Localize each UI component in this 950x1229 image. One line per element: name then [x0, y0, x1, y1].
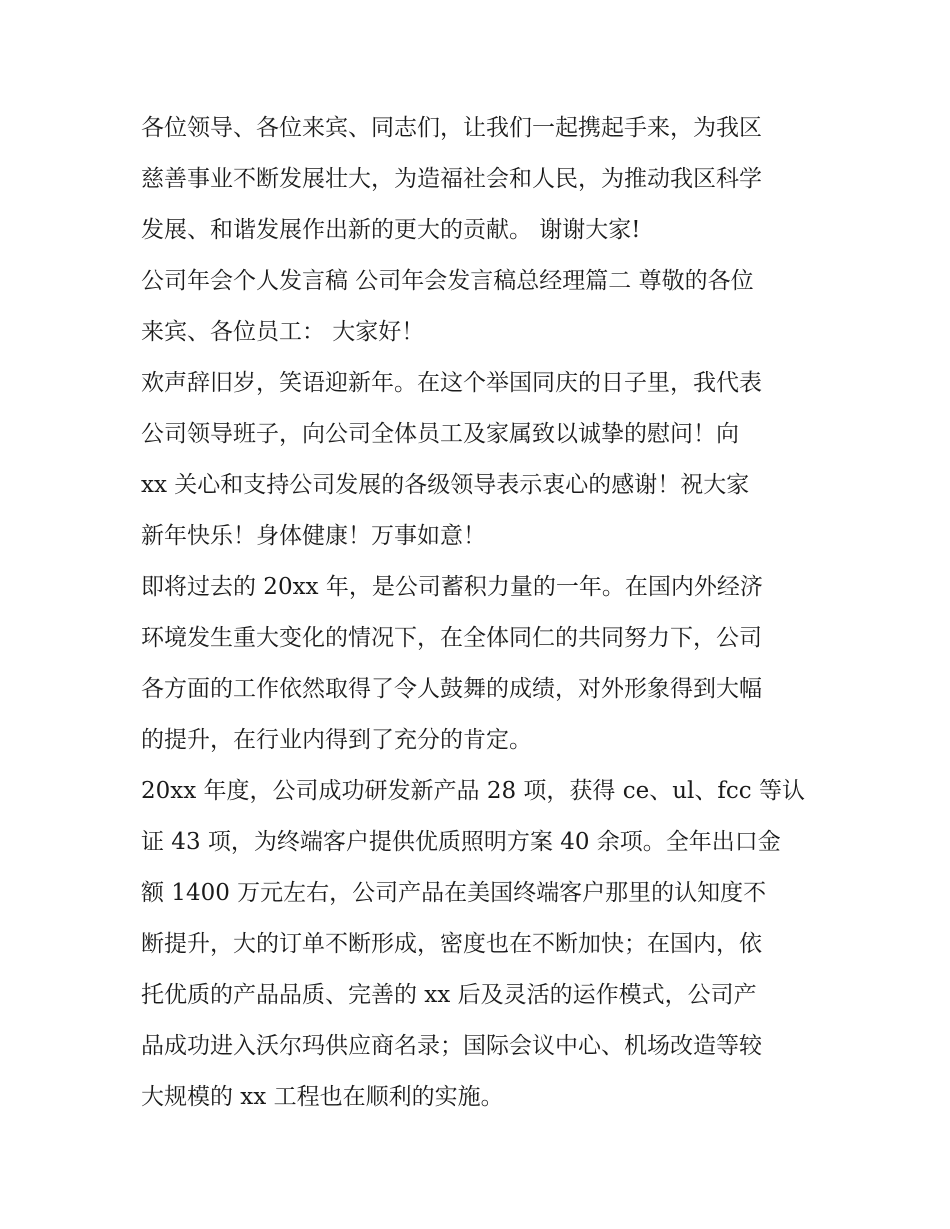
- text-line: 欢声辞旧岁，笑语迎新年。在这个举国同庆的日子里，我代表: [141, 370, 762, 396]
- text-line: 额 1400 万元左右，公司产品在美国终端客户那里的认知度不: [141, 880, 767, 906]
- text-line: 环境发生重大变化的情况下，在全体同仁的共同努力下，公司: [141, 625, 762, 651]
- text-line: 品成功进入沃尔玛供应商名录；国际会议中心、机场改造等较: [141, 1033, 762, 1059]
- text-line: xx 关心和支持公司发展的各级领导表示衷心的感谢！祝大家: [141, 472, 750, 498]
- text-line: 公司年会个人发言稿 公司年会发言稿总经理篇二 尊敬的各位: [141, 268, 754, 294]
- text-line: 的提升，在行业内得到了充分的肯定。: [141, 727, 532, 753]
- text-line: 断提升，大的订单不断形成，密度也在不断加快；在国内，依: [141, 931, 762, 957]
- text-line: 公司领导班子，向公司全体员工及家属致以诚挚的慰问！向: [141, 421, 739, 447]
- text-line: 托优质的产品品质、完善的 xx 后及灵活的运作模式，公司产: [141, 982, 757, 1008]
- text-line: 即将过去的 20xx 年，是公司蓄积力量的一年。在国内外经济: [141, 574, 763, 600]
- text-line: 大规模的 xx 工程也在顺利的实施。: [141, 1084, 504, 1110]
- text-line: 来宾、各位员工： 大家好！: [141, 319, 425, 345]
- text-line: 证 43 项，为终端客户提供优质照明方案 40 余项。全年出口金: [141, 829, 781, 855]
- text-line: 慈善事业不断发展壮大，为造福社会和人民，为推动我区科学: [141, 166, 762, 192]
- text-line: 各位领导、各位来宾、同志们，让我们一起携起手来，为我区: [141, 115, 762, 141]
- text-line: 各方面的工作依然取得了令人鼓舞的成绩，对外形象得到大幅: [141, 676, 762, 702]
- text-line: 新年快乐！身体健康！万事如意！: [141, 523, 486, 549]
- text-line: 发展、和谐发展作出新的更大的贡献。 谢谢大家!: [141, 217, 641, 243]
- text-line: 20xx 年度，公司成功研发新产品 28 项，获得 ce、ul、fcc 等认: [141, 778, 805, 804]
